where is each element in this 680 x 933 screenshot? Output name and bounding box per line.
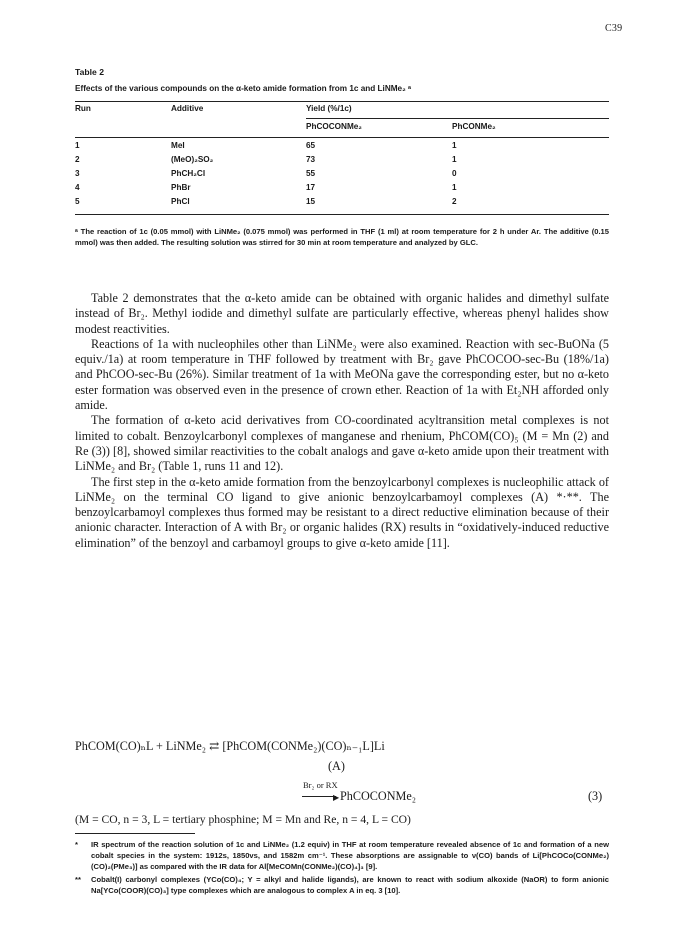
header-additive: Additive: [171, 104, 204, 113]
header-amide: PhCONMe₂: [452, 122, 496, 131]
header-keto-amide: PhCOCONMe₂: [306, 122, 362, 131]
table-footnote: ᵃ The reaction of 1c (0.05 mmol) with LiNMe₂ (0.075 mmol) was performed in THF (1 ml) at room temperature for 2 h under Ar. The additive (0.15 mmol) was then added. The resulting solution was stirred for 30 min at room temperature and analyzed by GLC.: [75, 227, 609, 247]
header-yield: Yield (%/1c): [306, 104, 352, 113]
footnote-separator: [75, 833, 195, 834]
cell-additive: MeI: [171, 141, 185, 150]
cell-amide-yield: 0: [452, 169, 457, 178]
cell-amide-yield: 1: [452, 183, 457, 192]
table-title: Table 2: [75, 67, 104, 77]
footnote-mark: *: [75, 840, 78, 849]
cell-additive: PhCl: [171, 197, 190, 206]
cell-amide-yield: 1: [452, 155, 457, 164]
cell-additive: (MeO)₂SO₂: [171, 155, 214, 164]
cell-amide-yield: 1: [452, 141, 457, 150]
body-text: [75, 291, 609, 551]
footnote-text: Cobalt(I) carbonyl complexes (YCo(CO)₄; Y = alkyl and halide ligands), are known to react with sodium alkoxide (NaOR) to form anionic Na[YCo(COOR)(CO)₃] type complexes which are analogous to complex A in eq. 3 [10].: [91, 874, 609, 895]
equation-product: PhCOCONMe₂: [340, 789, 417, 803]
equation-number: (3): [588, 789, 603, 803]
table-bottom-rule: [75, 214, 609, 215]
table-top-rule: [75, 101, 609, 102]
footnote-item: [75, 874, 609, 896]
page-number: C39: [605, 23, 623, 34]
cell-keto-yield: 17: [306, 183, 316, 192]
equation-conditions: (M = CO, n = 3, L = tertiary phosphine; M = Mn and Re, n = 4, L = CO): [75, 813, 411, 826]
footnote-text: IR spectrum of the reaction solution of 1c and LiNMe₂ (1.2 equiv) in THF at room temperature revealed absence of 1c and formation of a new cobalt species in the system: 1912s, 1850vs, and 1582m cm⁻¹. These absorptions are assignable to ν(CO) bands of Li[PhCOCo(CONMe₂)(CO)₂(PMe₃)] as compared with the IR data for Al[MeCOMn(CONMe₂)(CO)₄]₃ [9].: [91, 840, 609, 872]
cell-run: 1: [75, 141, 80, 150]
cell-additive: PhCH₂Cl: [171, 169, 206, 178]
equation-reagent: Br₂ or RX: [303, 780, 338, 790]
cell-amide-yield: 2: [452, 197, 457, 206]
equation-line-1: PhCOM(CO)ₙL + LiNMe₂ ⇄ [PhCOM(CONMe₂)(CO)ₙ₋₁L]Li: [75, 739, 385, 753]
cell-run: 5: [75, 197, 80, 206]
paragraph: The formation of α-keto acid derivatives from CO-coordinated acyltransition metal complexes is not limited to cobalt. Benzoylcarbonyl complexes of manganese and rhenium, PhCOM(CO)₅ (M = Mn (2) and Re (3)) [8], showed similar reactivities to the cobalt analogs and gave α-keto amide upon their treatment with LiNMe₂ and Br₂ (Table 1, runs 11 and 12).: [75, 413, 609, 474]
cell-run: 3: [75, 169, 80, 178]
table-caption: Effects of the various compounds on the α-keto amide formation from 1c and LiNMe₂ ᵃ: [75, 84, 412, 93]
cell-additive: PhBr: [171, 183, 191, 192]
cell-keto-yield: 65: [306, 141, 316, 150]
equation-intermediate-label: (A): [328, 759, 345, 773]
header-run: Run: [75, 104, 91, 113]
arrow-head-icon: ▶: [333, 792, 340, 802]
cell-keto-yield: 73: [306, 155, 316, 164]
footnote-mark: **: [75, 874, 81, 884]
paragraph: Table 2 demonstrates that the α-keto amide can be obtained with organic halides and dimethyl sulfate instead of Br₂. Methyl iodide and dimethyl sulfate are particularly effective, whereas phenyl halides show modest reactivities.: [75, 291, 609, 336]
reaction-arrow: [302, 796, 336, 797]
paragraph: Reactions of 1a with nucleophiles other than LiNMe₂ were also examined. Reaction with sec-BuONa (5 equiv./1a) at room temperature in THF followed by treatment with Br₂ gave PhCOCOO-sec-Bu (18%/1a) and PhCOO-sec-Bu (26%). Similar treatment of 1a with MeONa gave the corresponding ester, but no α-keto ester formation was observed even in the presence of crown ether. Reaction of 1a with Et₂NH afforded only amide.: [75, 336, 609, 413]
table-header-rule: [75, 137, 609, 138]
footnotes: [75, 839, 609, 897]
yield-subrule: [306, 118, 609, 119]
cell-keto-yield: 55: [306, 169, 316, 178]
cell-run: 2: [75, 155, 80, 164]
cell-keto-yield: 15: [306, 197, 316, 206]
footnote-item: [75, 839, 609, 873]
cell-run: 4: [75, 183, 80, 192]
paragraph: The first step in the α-keto amide formation from the benzoylcarbonyl complexes is nucleophilic attack of LiNMe₂ on the terminal CO ligand to give anionic benzoylcarbamoyl complexes (A) *·**. The benzoylcarbamoyl complexes thus formed may be resistant to a direct reductive elimination because of their anionic character. Interaction of A with Br₂ or organic halides (RX) results in “oxidatively-induced reductive elimination” of the benzoyl and carbamoyl groups to give α-keto amide [11].: [75, 474, 609, 550]
